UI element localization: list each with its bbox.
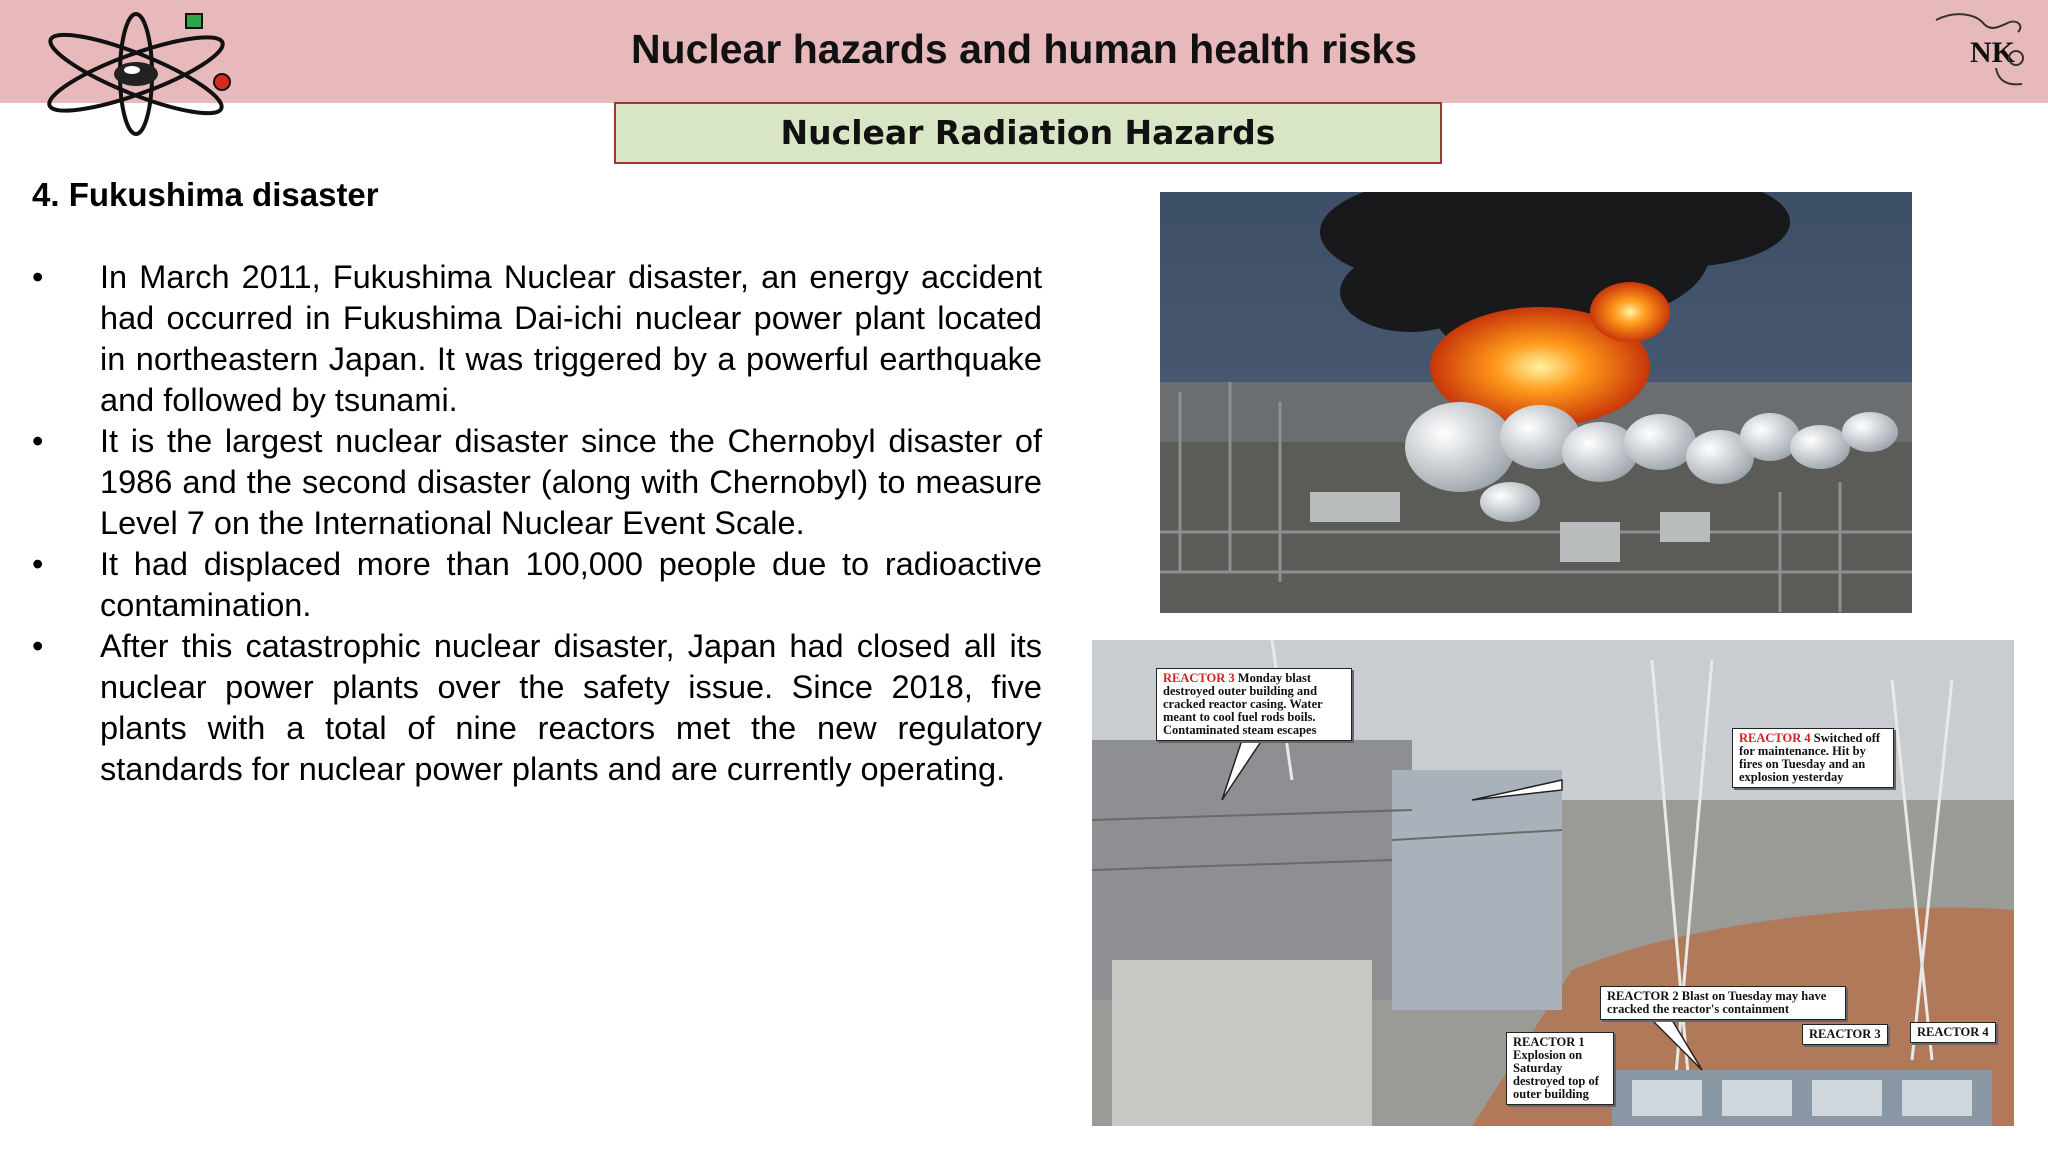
callout-reactor-3 bbox=[1156, 668, 1352, 741]
callout-reactor-1-name: REACTOR 1 bbox=[1513, 1035, 1585, 1049]
bullet-marker: • bbox=[32, 423, 44, 459]
nk-logo-icon bbox=[1926, 10, 2032, 92]
callout-reactor-3-name: REACTOR 3 bbox=[1163, 671, 1235, 685]
bullet-marker: • bbox=[32, 546, 44, 582]
bullet-marker: • bbox=[32, 628, 44, 664]
callout-reactor-2 bbox=[1600, 986, 1846, 1020]
bullet-text: It had displaced more than 100,000 people due to radioactive contamination. bbox=[100, 546, 1042, 623]
bullet-item bbox=[32, 421, 1042, 544]
diagram-label-reactor-4: REACTOR 4 bbox=[1910, 1022, 1996, 1043]
bullet-list bbox=[32, 257, 1042, 790]
callout-reactor-1 bbox=[1506, 1032, 1614, 1105]
bullet-item bbox=[32, 257, 1042, 421]
diagram-label-reactor-3: REACTOR 3 bbox=[1802, 1024, 1888, 1045]
callout-reactor-4 bbox=[1732, 728, 1894, 788]
refinery-fire-photo bbox=[1160, 192, 1912, 613]
reactor-damage-photo bbox=[1092, 640, 2014, 1126]
bullet-marker: • bbox=[32, 259, 44, 295]
section-subtitle: Nuclear Radiation Hazards bbox=[614, 102, 1442, 164]
callout-reactor-3-text: Monday blast destroyed outer building and cracked reactor casing. Water meant to cool fuel rods boils. Contaminated steam escapes bbox=[1163, 671, 1323, 737]
callout-reactor-1-text: Explosion on Saturday destroyed top of outer building bbox=[1513, 1048, 1599, 1101]
bullet-text: It is the largest nuclear disaster since the Chernobyl disaster of 1986 and the second disaster (along with Chernobyl) to measure Level 7 on the International Nuclear Event Scale. bbox=[100, 423, 1042, 541]
slide-title: Nuclear hazards and human health risks bbox=[630, 26, 1418, 72]
nk-logo-text: NK bbox=[1970, 36, 2015, 69]
bullet-item bbox=[32, 544, 1042, 626]
atom-logo-icon bbox=[36, 10, 236, 138]
section-heading: 4. Fukushima disaster bbox=[32, 176, 379, 213]
callout-reactor-2-name: REACTOR 2 bbox=[1607, 989, 1679, 1003]
bullet-item bbox=[32, 626, 1042, 790]
bullet-text: In March 2011, Fukushima Nuclear disaster, an energy accident had occurred in Fukushima Dai-ichi nuclear power plant located in northeastern Japan. It was triggered by a powerful earthquake and followed by tsunami. bbox=[100, 259, 1042, 418]
header-bar bbox=[0, 0, 2048, 103]
callout-reactor-4-name: REACTOR 4 bbox=[1739, 731, 1811, 745]
bullet-text: After this catastrophic nuclear disaster, Japan had closed all its nuclear power plants over the safety issue. Since 2018, five plants with a total of nine reactors met the new regulatory standards for nuclear power plants and are currently operating. bbox=[100, 628, 1042, 787]
callout-reactor-2-text: Blast on Tuesday may have cracked the reactor's containment bbox=[1607, 989, 1827, 1016]
callout-reactor-4-text: Switched off for maintenance. Hit by fires on Tuesday and an explosion yesterday bbox=[1739, 731, 1881, 784]
